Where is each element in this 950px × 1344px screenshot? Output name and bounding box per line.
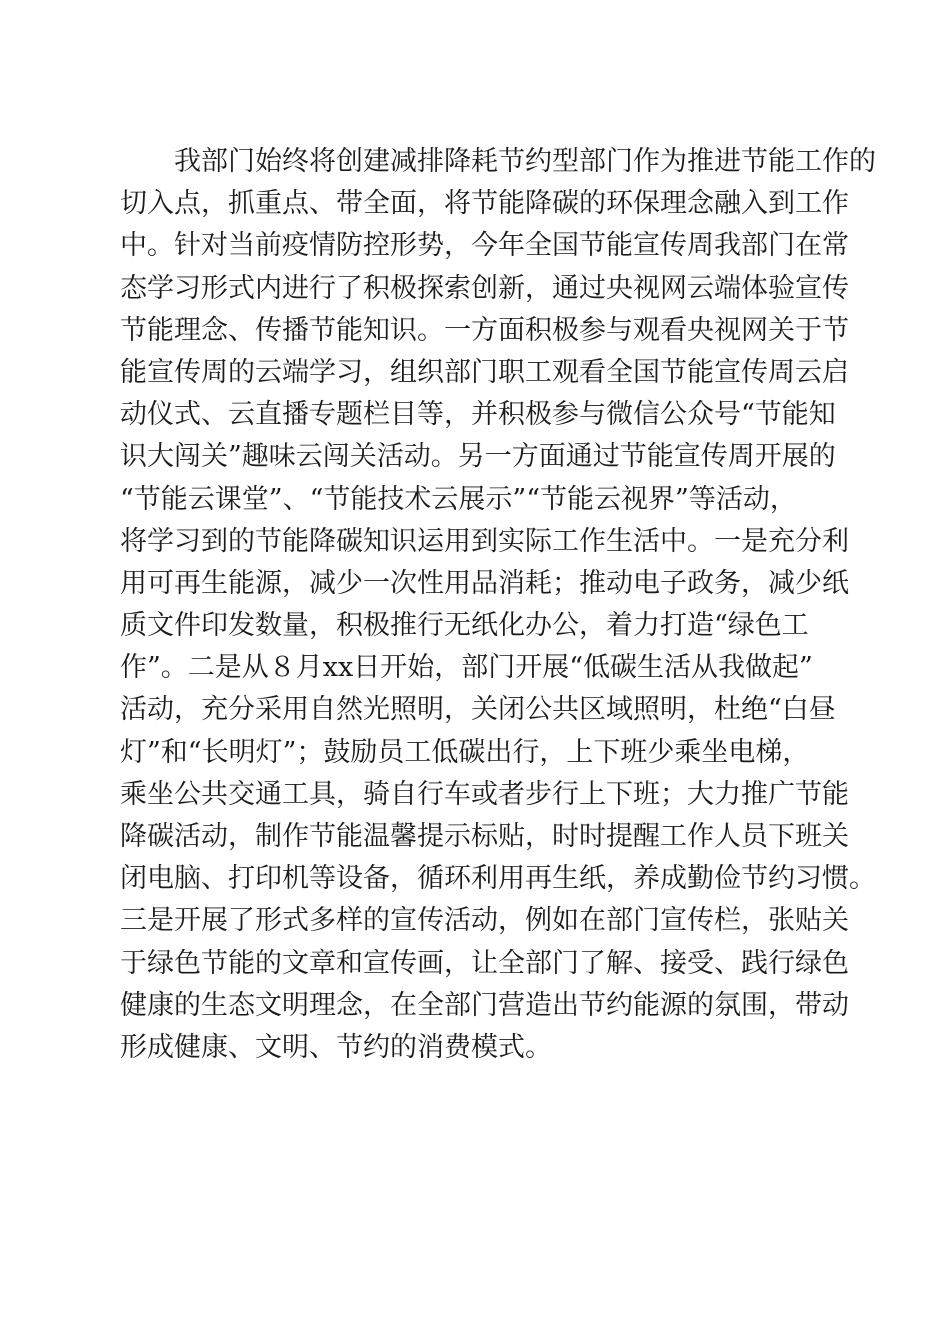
text-line: 形成健康、文明、节约的消费模式。 — [120, 1031, 552, 1063]
text-line: 健康的生态文明理念，在全部门营造出节约能源的氛围，带动 — [120, 989, 849, 1021]
text-line: 闭电脑、打印机等设备，循环利用再生纸，养成勤俭节约习惯。 — [120, 863, 876, 895]
text-line: 质文件印发数量，积极推行无纸化办公，着力打造“绿色工 — [120, 610, 809, 642]
text-line: 能宣传周的云端学习，组织部门职工观看全国节能宣传周云启 — [120, 356, 849, 388]
text-line: 切入点，抓重点、带全面，将节能降碳的环保理念融入到工作 — [120, 188, 849, 220]
text-line: 将学习到的节能降碳知识运用到实际工作生活中。一是充分利 — [120, 525, 849, 557]
text-line: 灯”和“长明灯”；鼓励员工低碳出行，上下班少乘坐电梯， — [120, 736, 810, 768]
text-line: 乘坐公共交通工具，骑自行车或者步行上下班；大力推广节能 — [120, 778, 849, 810]
text-line: 中。针对当前疫情防控形势，今年全国节能宣传周我部门在常 — [120, 230, 849, 262]
text-line: 节能理念、传播节能知识。一方面积极参与观看央视网关于节 — [120, 314, 849, 346]
text-line: 降碳活动，制作节能温馨提示标贴，时时提醒工作人员下班关 — [120, 821, 849, 852]
text-line: 态学习形式内进行了积极探索创新，通过央视网云端体验宣传 — [120, 272, 849, 304]
body-paragraph — [120, 141, 876, 1069]
text-line: 三是开展了形式多样的宣传活动，例如在部门宣传栏，张贴关 — [120, 905, 849, 937]
text-line: 活动，充分采用自然光照明，关闭公共区域照明，杜绝“白昼 — [120, 694, 836, 726]
text-line: 用可再生能源，减少一次性用品消耗；推动电子政务，减少纸 — [120, 567, 849, 599]
text-line: 动仪式、云直播专题栏目等，并积极参与微信公众号“节能知 — [120, 399, 836, 431]
text-line: 识大闯关”趣味云闯关活动。另一方面通过节能宣传周开展的 — [120, 441, 836, 473]
text-line: 我部门始终将创建减排降耗节约型部门作为推进节能工作的 — [120, 146, 876, 177]
text-line: “节能云课堂”、“节能技术云展示”“节能云视界”等活动， — [120, 483, 797, 515]
text-line: 作”。二是从８月xx日开始，部门开展“低碳生活从我做起” — [120, 652, 813, 684]
text-line: 于绿色节能的文章和宣传画，让全部门了解、接受、践行绿色 — [120, 947, 849, 979]
